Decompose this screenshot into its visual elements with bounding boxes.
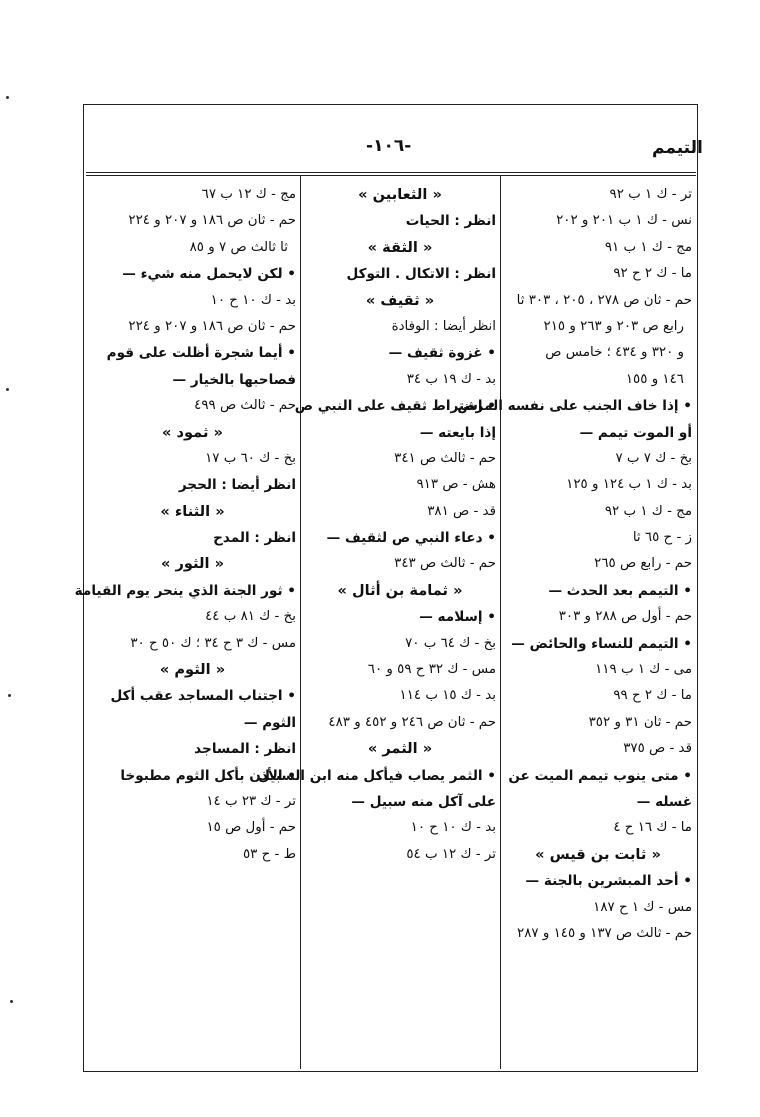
index-line: « الثناء » — [160, 502, 225, 520]
index-line: و ٣٢٠ و ٤٣٤ ؛ خامس ص — [545, 345, 684, 361]
index-line: • التيمم بعد الحدث — — [548, 582, 692, 599]
index-line: • غزوة ثقيف — — [388, 345, 496, 362]
index-line: بد - ك ١٩ ب ٣٤ — [406, 371, 496, 387]
index-line: ط - ح ٥٣ — [242, 846, 296, 862]
index-line: مج - ك ١٢ ب ٦٧ — [201, 187, 296, 202]
index-line: بد - ك ١٥ ب ١١٤ — [399, 688, 496, 704]
index-line: حم - ثان ص ١٨٦ و ٢٠٧ و ٢٢٤ — [128, 213, 296, 229]
index-line: حم - أول ص ١٥ — [206, 820, 296, 836]
index-line: بخ - ك ٨١ ب ٤٤ — [205, 609, 296, 625]
index-line: بخ - ك ٦٠ ب ١٧ — [205, 450, 296, 466]
index-line: قد - ص ٣٧٥ — [623, 741, 692, 757]
index-line: هش - ص ٩١٣ — [416, 477, 496, 493]
index-line: • أيما شجرة أظلت على قوم — [106, 345, 296, 362]
index-line: ما - ك ٢ ح ٩٢ — [613, 266, 692, 282]
index-line: • دعاء النبي ص لثقيف — — [326, 530, 496, 547]
scan-speck — [6, 388, 9, 391]
index-line: ١٤٦ و ١٥٥ — [625, 371, 684, 387]
index-line: « الثور » — [160, 555, 224, 573]
index-line: حم - ثالث ص ٣٤٣ — [394, 556, 496, 572]
index-line: • ثور الجنة الذي ينحر يوم القيامة — [74, 582, 296, 599]
index-line: بخ - ك ٦٤ ب ٧٠ — [405, 635, 496, 651]
index-line: تر - ك ١ ب ٩٢ — [609, 187, 692, 202]
index-line: • أحد المبشرين بالجنة — — [525, 873, 692, 890]
index-line: الثوم — — [243, 714, 296, 731]
column-left — [74, 182, 296, 1062]
index-line: • اشتراط ثقيف على النبي ص — [294, 398, 496, 415]
index-line: بد - ك ١٠ ح ١٠ — [210, 292, 296, 308]
running-header-title: التيمم — [652, 138, 703, 158]
index-line: مى - ك ١ ب ١١٩ — [595, 662, 692, 678]
index-line: « ثمود » — [162, 423, 223, 441]
index-line: • متى ينوب تيمم الميت عن — [508, 767, 692, 784]
index-line: حم - ثالث ص ١٣٧ و ١٤٥ و ٢٨٧ — [517, 925, 692, 941]
index-line: « ثابت بن قيس » — [535, 845, 661, 863]
scan-speck — [6, 96, 9, 99]
index-line: انظر أيضا : الحجر — [178, 477, 296, 494]
scan-speck — [8, 694, 11, 697]
index-line: • الأذن بأكل الثوم مطبوخا — [120, 767, 296, 784]
index-line: « ثمامة بن أثال » — [337, 581, 463, 599]
index-line: ثا ثالث ص ٧ و ٨٥ — [189, 239, 288, 255]
index-line: • إسلامه — — [419, 609, 496, 626]
index-line: انظر أيضا : الوفادة — [391, 318, 496, 334]
index-line: ز - ح ٦٥ ثا — [632, 530, 692, 546]
column-divider-left — [300, 176, 301, 1069]
index-line: بد - ك ١٠ ح ١٠ — [410, 820, 496, 836]
index-line: حم - رابع ص ٢٦٥ — [594, 556, 692, 572]
index-line: « الثقة » — [367, 238, 433, 256]
index-line: حم - ثان ص ٢٤٦ و ٤٥٢ و ٤٨٣ — [328, 714, 496, 730]
index-line: انظر : الاتكال . التوكل — [346, 266, 496, 283]
index-line: • لكن لايحمل منه شيء — — [122, 266, 296, 283]
index-line: فصاحبها بالخيار — — [172, 371, 296, 388]
index-line: رابع ص ٢٠٣ و ٢٦٣ و ٢١٥ — [543, 318, 684, 334]
index-line: حم - ثالث ص ٤٩٩ — [194, 398, 296, 414]
index-line: حم - ثان ص ٢٧٨ ، ٢٠٥ ، ٣٠٣ ثا — [516, 292, 692, 308]
index-line: • اجتناب المساجد عقب أكل — [110, 688, 296, 705]
index-line: حم - ثالث ص ٣٤١ — [394, 450, 496, 466]
index-line: على آكل منه سبيل — — [351, 793, 496, 810]
index-line: نس - ك ١ ب ٢٠١ و ٢٠٢ — [556, 213, 692, 229]
index-line: بخ - ك ٧ ب ٧ — [615, 450, 692, 466]
index-line: ما - ك ٢ ح ٩٩ — [613, 688, 692, 704]
index-line: أو الموت تيمم — — [579, 424, 692, 441]
index-line: انظر : الحيات — [405, 213, 496, 230]
column-divider-right — [500, 176, 501, 1069]
header-rule-double — [86, 175, 696, 176]
index-line: « الثوم » — [159, 661, 226, 679]
index-line: انظر : المدح — [213, 530, 296, 547]
index-line: « ثقيف » — [365, 291, 435, 309]
index-line: مج - ك ١ ب ٩١ — [604, 239, 692, 255]
index-line: تر - ك ١٢ ب ٥٤ — [406, 846, 496, 862]
index-line: « الثمر » — [367, 740, 433, 758]
index-line: تر - ك ٢٣ ب ١٤ — [206, 793, 296, 809]
index-line: إذا بايعته — — [419, 424, 496, 441]
index-line: ما - ك ١٦ ح ٤ — [613, 820, 692, 836]
index-line: غسله — — [636, 793, 692, 810]
index-line: • التيمم للنساء والحائض — — [511, 635, 692, 652]
index-line: حم - ثان ٣١ و ٣٥٢ — [588, 714, 692, 730]
index-line: مس - ك ١ ح ١٨٧ — [593, 899, 692, 915]
index-line: « الثعابين » — [358, 186, 442, 203]
index-line: مج - ك ١ ب ٩٢ — [604, 503, 692, 519]
index-line: • الثمر يصاب فيأكل منه ابن السبيل — [258, 767, 496, 784]
index-line: مس - ك ٣٢ ح ٥٩ و ٦٠ — [367, 662, 496, 678]
page-number: -١٠٦- — [366, 136, 412, 156]
index-line: مس - ك ٣ ح ٣٤ ؛ ك ٥٠ ح ٣٠ — [130, 635, 296, 651]
index-line: • إذا خاف الجنب على نفسه المرض — [457, 398, 692, 415]
scan-speck — [10, 1000, 13, 1003]
index-line: حم - ثان ص ١٨٦ و ٢٠٧ و ٢٢٤ — [128, 318, 296, 334]
header-rule — [86, 172, 696, 173]
index-line: قد - ص ٣٨١ — [427, 503, 496, 519]
index-line: انظر : المساجد — [194, 741, 296, 758]
index-line: حم - أول ص ٢٨٨ و ٣٠٣ — [558, 609, 692, 625]
index-line: بد - ك ١ ب ١٢٤ و ١٢٥ — [566, 477, 692, 493]
